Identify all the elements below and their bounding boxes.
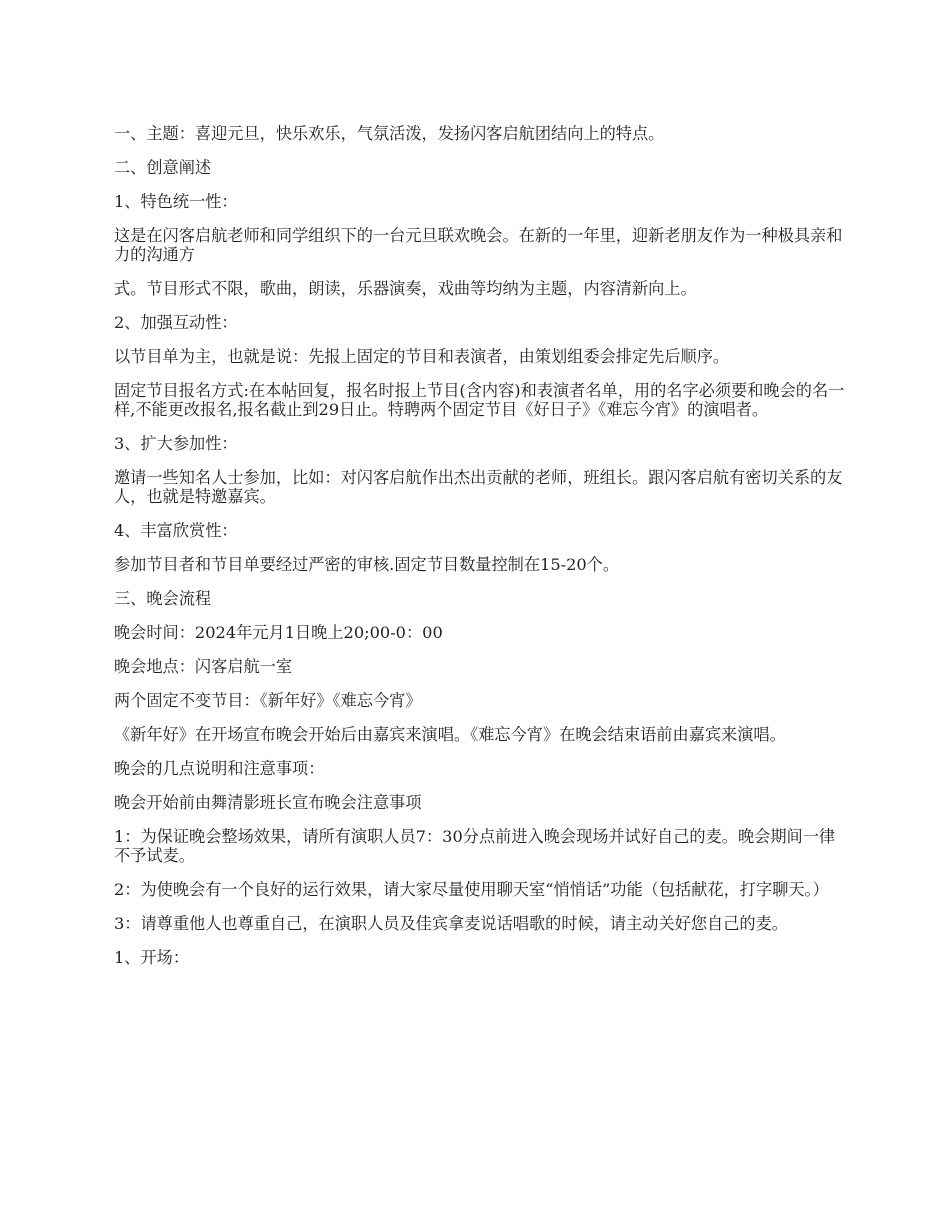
paragraph-location: 晚会地点：闪客启航一室 [114,657,293,676]
paragraph-program-list: 以节目单为主，也就是说：先报上固定的节目和表演者，由策划组委会排定先后顺序。 [114,347,730,366]
subheading-opening: 1、开场： [114,948,190,967]
heading-process: 三、晚会流程 [114,589,212,608]
subheading-appreciation: 4、丰富欣赏性： [114,521,238,540]
paragraph-note-3: 3：请尊重他人也尊重自己，在演职人员及佳宾拿麦说话唱歌的时候，请主动关好您自己的麦。 [114,914,788,933]
paragraph-song-order: 《新年好》在开场宣布晚会开始后由嘉宾来演唱。《难忘今宵》在晚会结束语前由嘉宾来演唱。 [114,725,786,744]
paragraph-review: 参加节目者和节目单要经过严密的审核.固定节目数量控制在15-20个。 [114,555,620,574]
subheading-participation: 3、扩大参加性： [114,434,238,453]
paragraph-note-1: 1：为保证晚会整场效果，请所有演职人员7：30分点前进入晚会现场并试好自己的麦。晚会期间一律不予试麦。 [114,827,836,865]
paragraph-registration: 固定节目报名方式:在本帖回复，报名时报上节目(含内容)和表演者名单，用的名字必须要和晚会的名一样,不能更改报名,报名截止到29日止。特聘两个固定节目《好日子》《难忘今宵》的演唱者。 [114,381,845,419]
paragraph-fixed-programs: 两个固定不变节目：《新年好》《难忘今宵》 [114,691,422,710]
paragraph-guests: 邀请一些知名人士参加，比如：对闪客启航作出杰出贡献的老师，班组长。跟闪客启航有密切关系的友人，也就是特邀嘉宾。 [114,468,843,506]
paragraph-notes-title: 晚会的几点说明和注意事项： [114,759,325,778]
paragraph-uniformity-1: 这是在闪客启航老师和同学组织下的一台元旦联欢晚会。在新的一年里，迎新老朋友作为一种极具亲和力的沟通方 [114,226,843,264]
subheading-interaction: 2、加强互动性： [114,313,238,332]
paragraph-theme: 一、主题：喜迎元旦，快乐欢乐，气氛活泼，发扬闪客启航团结向上的特点。 [114,124,665,143]
paragraph-note-2: 2：为使晚会有一个良好的运行效果，请大家尽量使用聊天室“悄悄话”功能（包括献花，打字聊天。） [114,880,829,899]
paragraph-uniformity-2: 式。节目形式不限，歌曲，朗读，乐器演奏，戏曲等均纳为主题，内容清新向上。 [114,279,697,298]
heading-creative-idea: 二、创意阐述 [114,158,212,177]
subheading-uniformity: 1、特色统一性： [114,192,238,211]
paragraph-announcement: 晚会开始前由舞清影班长宣布晚会注意事项 [114,793,422,812]
paragraph-time: 晚会时间：2024年元月1日晚上20;00-0：00 [114,623,443,642]
